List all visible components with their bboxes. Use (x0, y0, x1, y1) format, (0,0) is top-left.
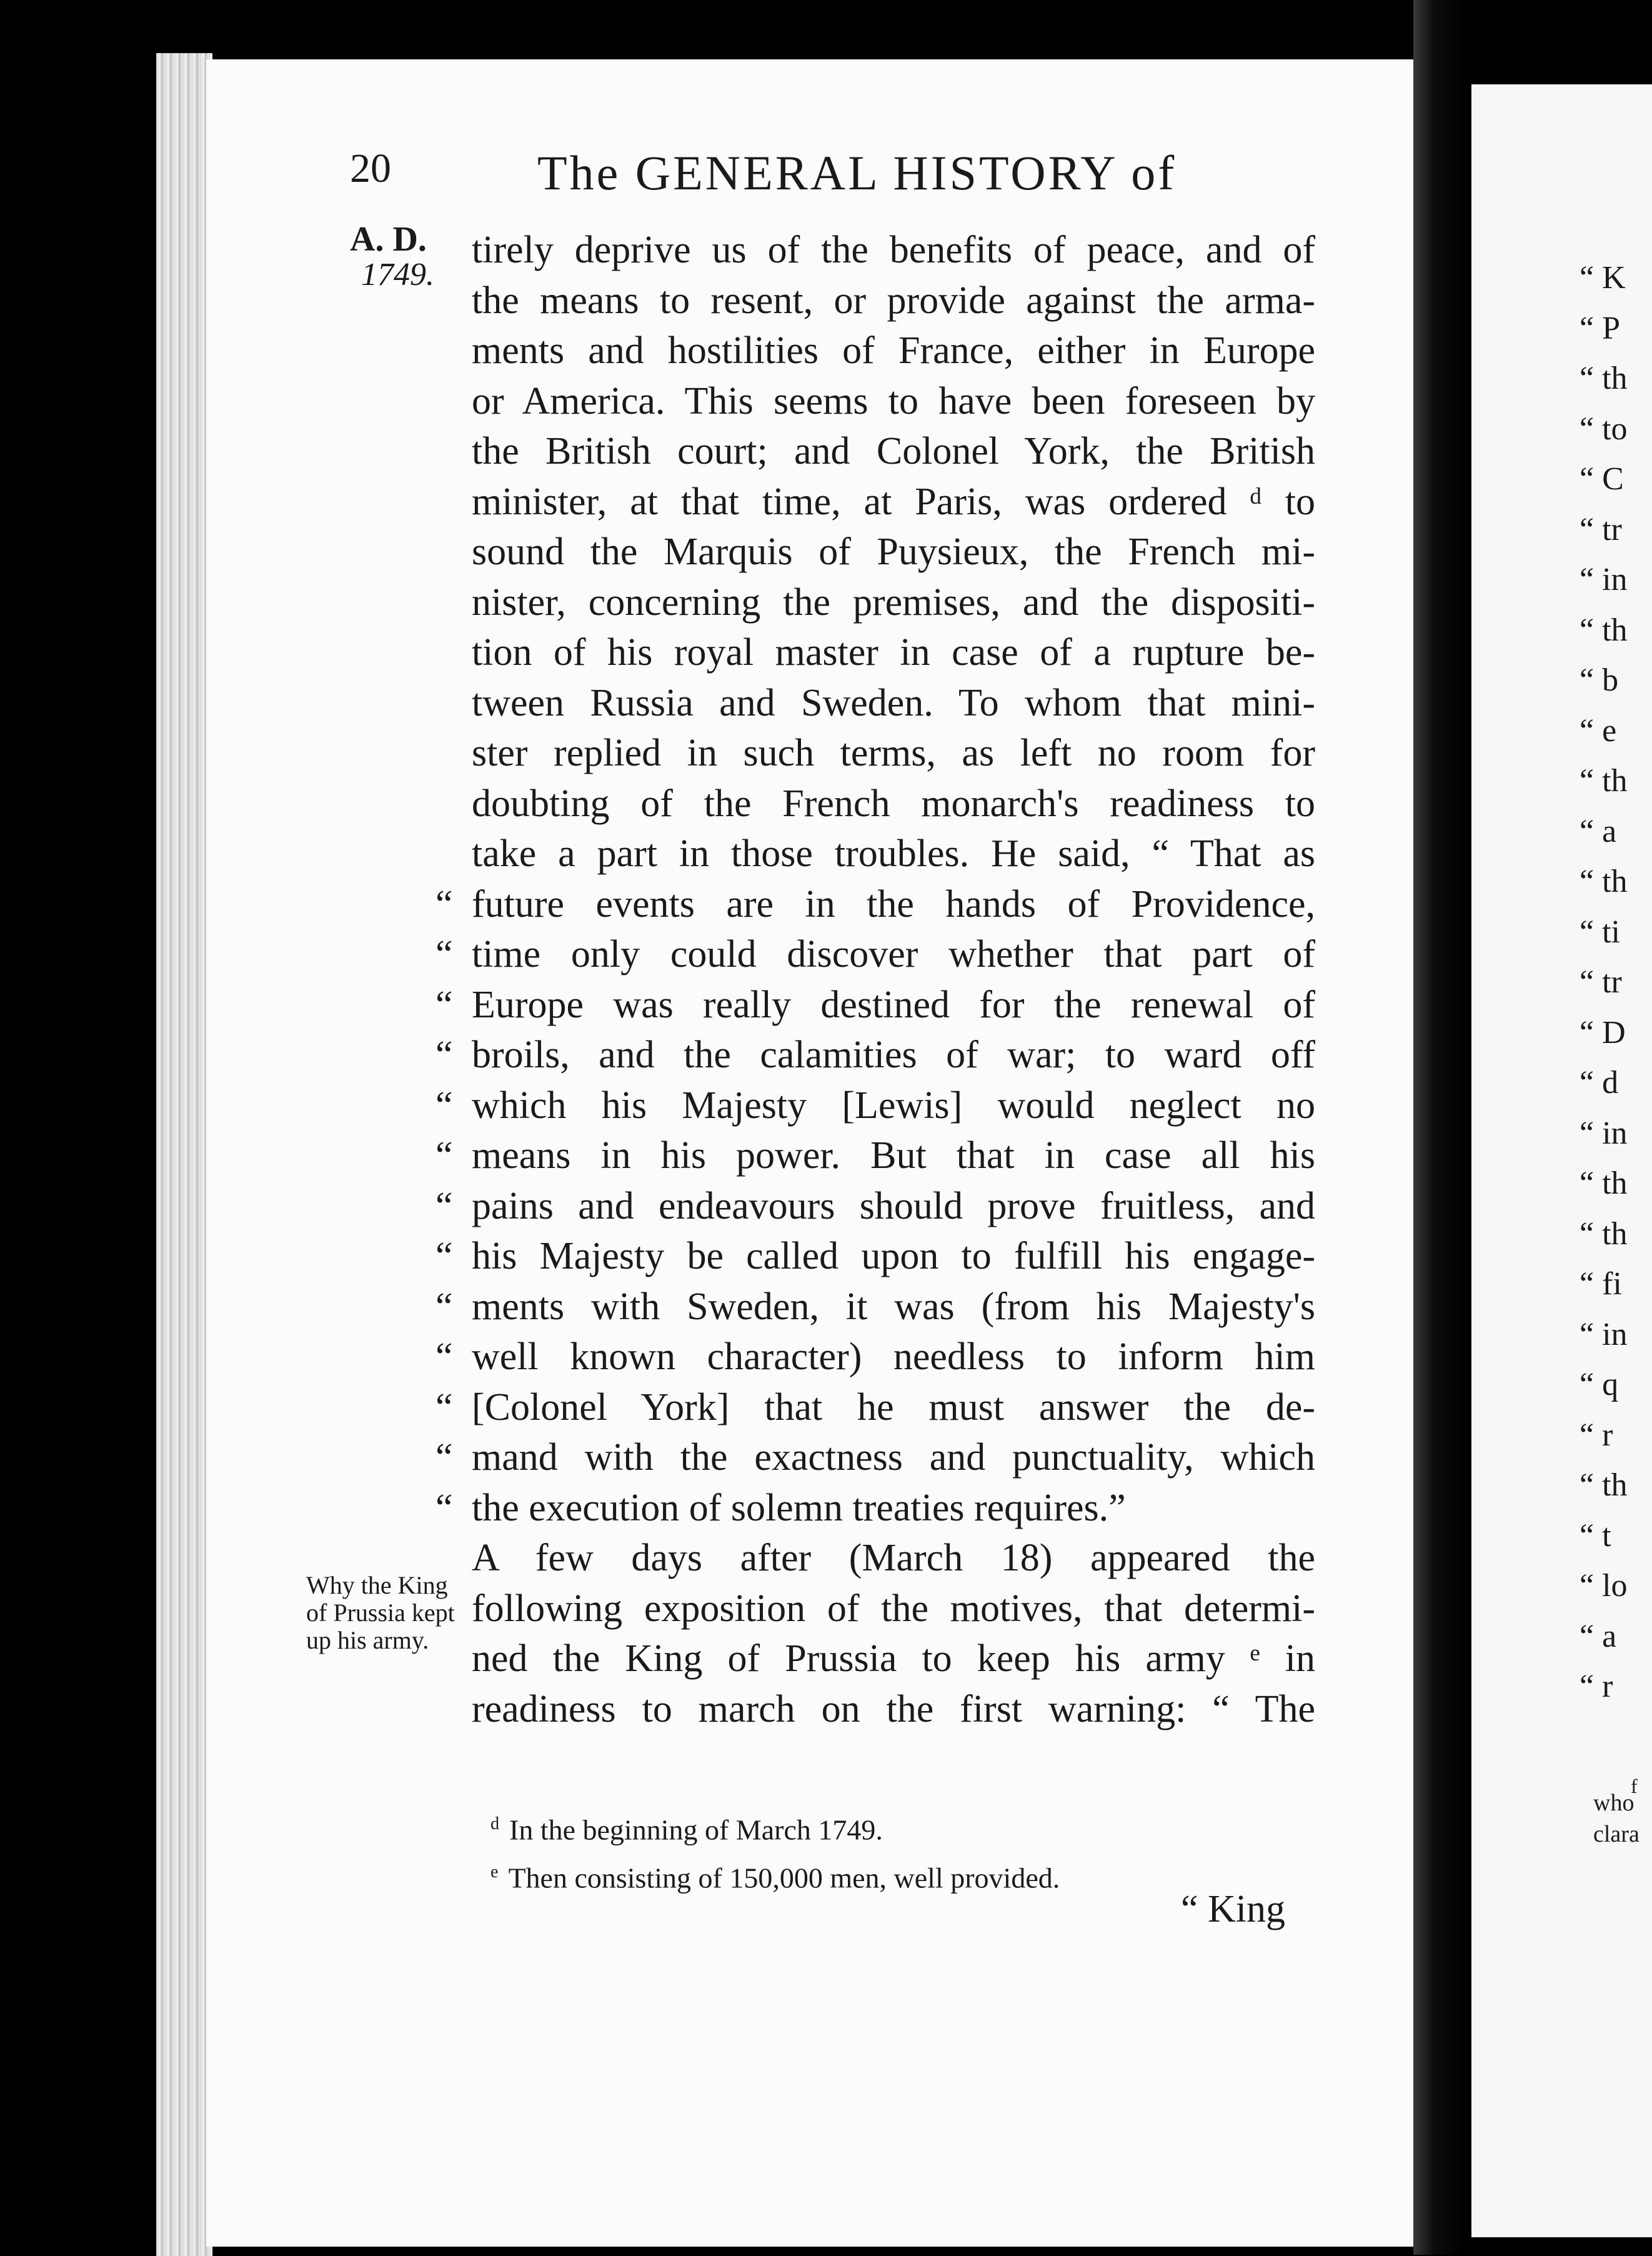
facing-text-line: “ D (1580, 1014, 1626, 1051)
facing-text-line: “ b (1580, 662, 1619, 698)
facing-text-line: “ P (1580, 310, 1620, 346)
text-line (435, 1382, 1315, 1433)
facing-text-line: “ tr (1580, 511, 1622, 547)
text-line (435, 1181, 1315, 1232)
text-line (435, 1432, 1315, 1483)
facing-text-line: “ in (1580, 562, 1628, 597)
facing-text-line: “ r (1580, 1669, 1613, 1704)
page-number: 20 (350, 146, 391, 191)
text-line (472, 779, 1315, 829)
facing-text-line: “ in (1580, 1316, 1628, 1352)
text-line-content: ned the King of Prussia to keep his army ᵉ in (472, 1637, 1315, 1680)
running-title: The GENERAL HISTORY of (537, 146, 1177, 200)
text-line (472, 376, 1315, 427)
quote-mark: “ (435, 1134, 453, 1177)
text-line-content: tion of his royal master in case of a rupture be- (472, 631, 1315, 674)
facing-text-line: “ r (1580, 1417, 1613, 1453)
book-gutter (1413, 0, 1463, 2255)
facing-text-line: “ th (1580, 1467, 1628, 1503)
text-line-content: ments with Sweden, it was (from his Majesty's (472, 1285, 1315, 1328)
text-line (435, 879, 1315, 930)
text-line (435, 929, 1315, 980)
text-line (472, 577, 1315, 628)
text-line (435, 1130, 1315, 1181)
text-line-content: take a part in those troubles. He said, “ That as (472, 832, 1315, 875)
footnote-mark: e (490, 1862, 499, 1882)
facing-text-line: “ C (1580, 461, 1624, 497)
side-date-year: 1749. (361, 257, 434, 292)
page-edges (156, 53, 212, 2256)
quote-mark: “ (435, 882, 453, 926)
text-line (435, 1030, 1315, 1081)
text-line (472, 1584, 1315, 1634)
text-line-content: well known character) needless to inform him (472, 1335, 1315, 1378)
quote-mark: “ (435, 1436, 453, 1479)
facing-text-line: “ a (1580, 813, 1617, 849)
text-line (472, 527, 1315, 577)
text-line-content: tween Russia and Sweden. To whom that mini- (472, 681, 1315, 724)
text-line (472, 1634, 1315, 1684)
text-line-content: [Colonel York] that he must answer the de- (472, 1385, 1315, 1429)
footnotes (490, 1803, 1060, 1900)
facing-footnote-line: clara (1593, 1821, 1640, 1847)
facing-text-line: “ th (1580, 612, 1628, 648)
facing-text-line: “ th (1580, 1165, 1628, 1201)
footnote (490, 1851, 1060, 1899)
text-line-content: his Majesty be called upon to fulfill his engage- (472, 1235, 1315, 1277)
text-line-content: nister, concerning the premises, and the dispositi- (472, 581, 1315, 624)
body-text (435, 225, 1315, 1734)
facing-text-line: “ e (1580, 712, 1617, 749)
text-line-content: sound the Marquis of Puysieux, the French mi- (472, 531, 1315, 573)
quote-mark: “ (435, 933, 453, 976)
text-line (435, 1332, 1315, 1382)
facing-text-line: “ in (1580, 1115, 1628, 1151)
text-line-content: ster replied in such terms, as left no room for (472, 732, 1315, 774)
text-line-content: mand with the exactness and punctuality, which (472, 1436, 1315, 1479)
text-line-content: following exposition of the motives, that determi- (472, 1587, 1315, 1630)
text-line-content: which his Majesty [Lewis] would neglect no (472, 1084, 1315, 1127)
text-line (472, 225, 1315, 276)
side-date-ad: A. D. (350, 220, 427, 259)
footnote-mark: d (490, 1814, 499, 1834)
footnote (490, 1803, 1060, 1851)
quote-mark: “ (435, 1335, 453, 1378)
text-line-content: the British court; and Colonel York, the British (472, 430, 1315, 472)
text-line-content: readiness to march on the first warning: “ The (472, 1687, 1315, 1730)
facing-text-line: “ lo (1580, 1568, 1628, 1604)
facing-footnote-line: who (1593, 1790, 1635, 1816)
text-line-content: ments and hostilities of France, either in Europe (472, 329, 1315, 372)
text-line-content: minister, at that time, at Paris, was ordered ᵈ to (472, 480, 1315, 523)
footnote-text: In the beginning of March 1749. (509, 1814, 883, 1846)
facing-text-line: “ tr (1580, 964, 1622, 1000)
text-line (472, 276, 1315, 326)
facing-text-line: “ ti (1580, 914, 1620, 950)
catchword: “ King (1181, 1888, 1286, 1930)
text-line-content: tirely deprive us of the benefits of peace, and of (472, 229, 1315, 271)
text-line (472, 678, 1315, 729)
text-line-content: means in his power. But that in case all his (472, 1134, 1315, 1177)
facing-text-line: “ th (1580, 763, 1628, 799)
text-line (472, 326, 1315, 376)
text-line (472, 627, 1315, 678)
facing-footnote-mark: f (1631, 1775, 1638, 1797)
facing-text-line: “ t (1580, 1517, 1611, 1554)
facing-text-line: “ fi (1580, 1266, 1622, 1302)
text-line (472, 477, 1315, 527)
quote-mark: “ (435, 1285, 453, 1328)
text-line-content: time only could discover whether that part of (472, 933, 1315, 976)
facing-text-line: “ q (1580, 1367, 1619, 1402)
footnote-text: Then consisting of 150,000 men, well provided. (508, 1862, 1060, 1894)
text-line-content: the execution of solemn treaties requires.” (472, 1486, 1126, 1529)
facing-text-line: “ a (1580, 1618, 1617, 1654)
facing-text-line: “ to (1580, 411, 1628, 447)
text-line (435, 1231, 1315, 1282)
text-line-content: the means to resent, or provide against the arma- (472, 279, 1315, 322)
text-line-content: pains and endeavours should prove fruitless, and (472, 1184, 1315, 1227)
quote-mark: “ (435, 1486, 453, 1529)
text-line (472, 1684, 1315, 1735)
quote-mark: “ (435, 1184, 453, 1227)
quote-mark: “ (435, 1084, 453, 1127)
margin-note: Why the King of Prussia kept up his army. (306, 1571, 455, 1654)
quote-mark: “ (435, 1385, 453, 1429)
facing-page-text (1580, 253, 1628, 1712)
text-line-content: A few days after (March 18) appeared the (472, 1537, 1315, 1579)
text-line-content: future events are in the hands of Providence, (472, 882, 1315, 926)
text-line (435, 1081, 1315, 1131)
text-line-content: Europe was really destined for the renewal of (472, 983, 1315, 1026)
text-line (472, 1533, 1315, 1584)
text-line (435, 1282, 1315, 1332)
text-line (435, 1483, 1315, 1534)
text-line (472, 728, 1315, 779)
facing-text-line: “ th (1580, 864, 1628, 899)
facing-footnote (1593, 1787, 1640, 1850)
text-line-content: broils, and the calamities of war; to ward off (472, 1034, 1315, 1076)
text-line (472, 426, 1315, 477)
facing-text-line: “ K (1580, 260, 1626, 296)
text-line-content: or America. This seems to have been foreseen by (472, 379, 1315, 422)
text-line (435, 980, 1315, 1031)
facing-text-line: “ d (1580, 1065, 1619, 1101)
text-line (472, 829, 1315, 879)
facing-text-line: “ th (1580, 1215, 1628, 1252)
facing-text-line: “ th (1580, 361, 1628, 396)
quote-mark: “ (435, 983, 453, 1026)
text-line-content: doubting of the French monarch's readiness to (472, 782, 1315, 825)
quote-mark: “ (435, 1235, 453, 1277)
quote-mark: “ (435, 1034, 453, 1076)
